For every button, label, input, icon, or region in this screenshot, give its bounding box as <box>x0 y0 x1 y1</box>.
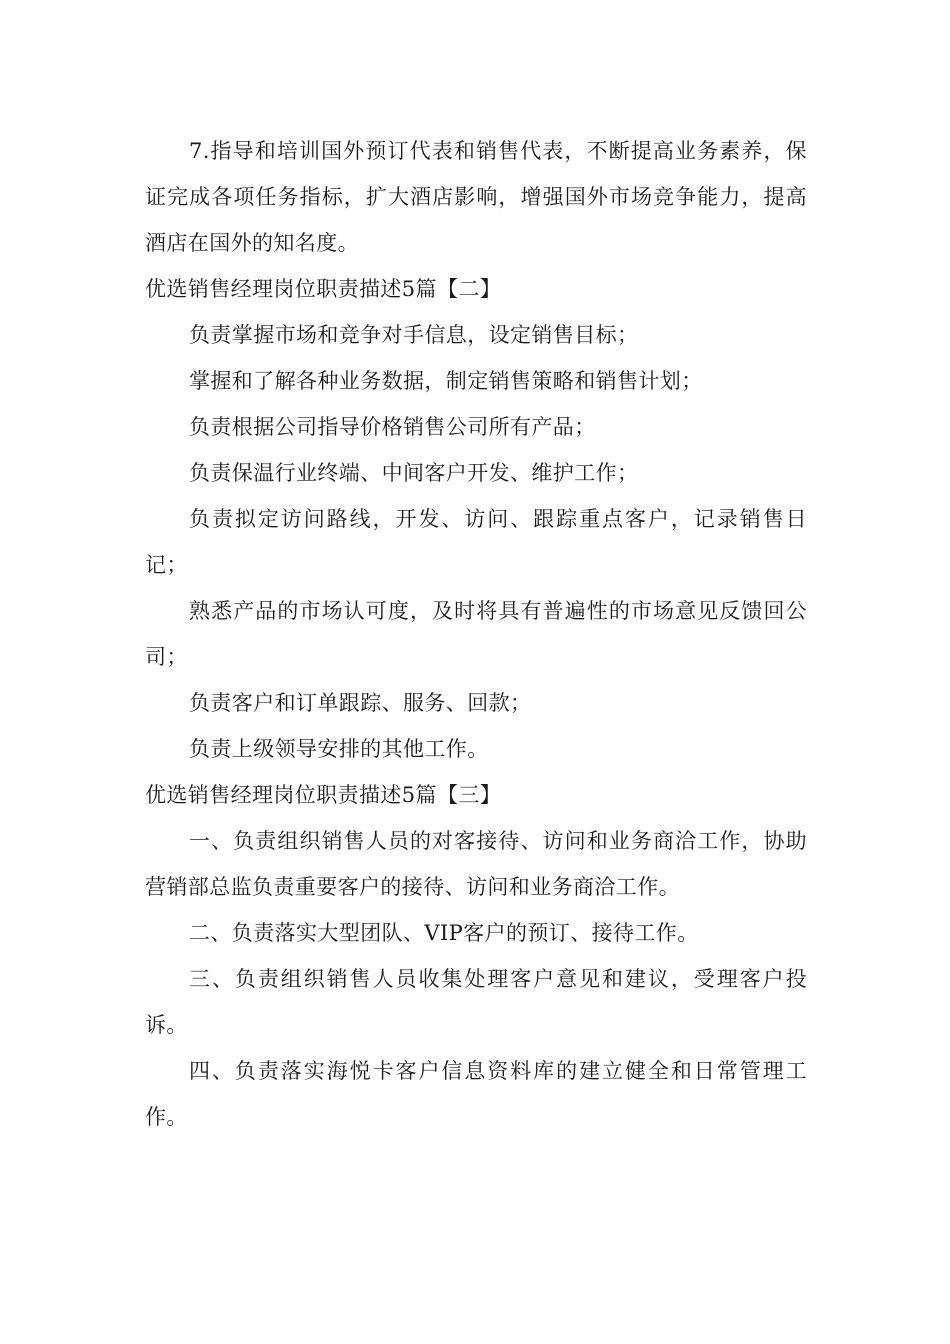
section-heading-3: 优选销售经理岗位职责描述5篇【三】 <box>145 783 502 807</box>
paragraph-training: 7.指导和培训国外预订代表和销售代表，不断提高业务素养，保证完成各项任务指标，扩大酒店影响，增强国外市场竞争能力，提高酒店在国外的知名度。 <box>145 139 807 255</box>
paragraph-other-work: 负责上级领导安排的其他工作。 <box>189 737 489 761</box>
paragraph-pricing: 负责根据公司指导价格销售公司所有产品； <box>189 415 596 439</box>
paragraph-business-data: 掌握和了解各种业务数据，制定销售策略和销售计划； <box>189 369 703 393</box>
paragraph-item-1: 一、负责组织销售人员的对客接待、访问和业务商洽工作，协助营销部总监负责重要客户的接待、访问和业务商洽工作。 <box>145 829 807 899</box>
paragraph-item-2: 二、负责落实大型团队、VIP客户的预订、接待工作。 <box>189 921 699 945</box>
paragraph-order-tracking: 负责客户和订单跟踪、服务、回款； <box>189 691 532 715</box>
document-page <box>145 128 807 1140</box>
paragraph-visit-route: 负责拟定访问路线，开发、访问、跟踪重点客户，记录销售日记； <box>145 507 807 577</box>
section-heading-2: 优选销售经理岗位职责描述5篇【二】 <box>145 277 502 301</box>
paragraph-item-4: 四、负责落实海悦卡客户信息资料库的建立健全和日常管理工作。 <box>145 1059 807 1129</box>
paragraph-item-3: 三、负责组织销售人员收集处理客户意见和建议，受理客户投诉。 <box>145 967 807 1037</box>
paragraph-market-info: 负责掌握市场和竞争对手信息，设定销售目标； <box>189 323 639 347</box>
paragraph-client-dev: 负责保温行业终端、中间客户开发、维护工作； <box>189 461 639 485</box>
paragraph-market-feedback: 熟悉产品的市场认可度，及时将具有普遍性的市场意见反馈回公司； <box>145 599 807 669</box>
